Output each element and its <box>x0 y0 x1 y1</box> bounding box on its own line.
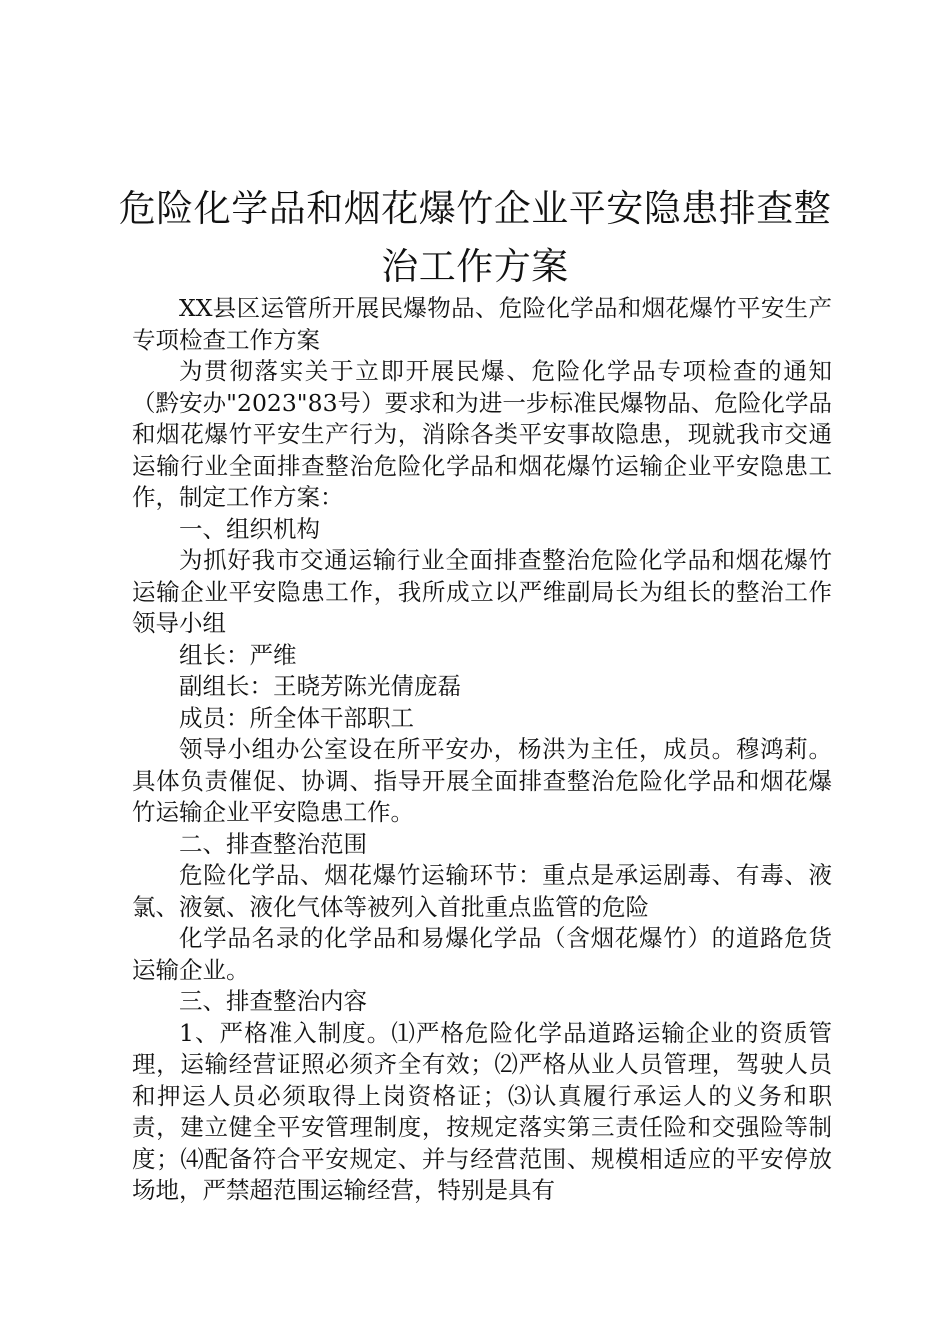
paragraph-scope-2: 化学品名录的化学品和易爆化学品（含烟花爆竹）的道路危货运输企业。 <box>132 924 832 984</box>
title-line-2: 治工作方案 <box>381 245 569 288</box>
title-line-1: 危险化学品和烟花爆竹企业平安隐患排查整 <box>118 187 832 230</box>
paragraph-members: 成员：所全体干部职工 <box>179 703 414 732</box>
paragraph-content-1: 1、严格准入制度。⑴严格危险化学品道路运输企业的资质管理，运输经营证照必须齐全有效；⑵严格从业人员管理，驾驶人员和押运人员必须取得上岗资格证；⑶认真履行承运人的义务和职责，建立健全平安管理制度，按规定落实第三责任险和交强险等制度；⑷配备符合平安规定、并与经营范围、规模相适应的平安停放场地，严禁超范围运输经营，特别是具有 <box>132 1018 832 1204</box>
paragraph-office: 领导小组办公室设在所平安办，杨洪为主任，成员。穆鸿莉。具体负责催促、协调、指导开展全面排查整治危险化学品和烟花爆竹运输企业平安隐患工作。 <box>132 735 832 826</box>
paragraph-organization: 为抓好我市交通运输行业全面排查整治危险化学品和烟花爆竹运输企业平安隐患工作，我所成立以严维副局长为组长的整治工作领导小组 <box>132 546 832 637</box>
paragraph-leader: 组长：严维 <box>179 640 297 669</box>
section-heading-content: 三、排查整治内容 <box>179 987 367 1015</box>
paragraph-intro: 为贯彻落实关于立即开展民爆、危险化学品专项检查的通知（黔安办"2023"83号）要求和为进一步标准民爆物品、危险化学品和烟花爆竹平安生产行为，消除各类平安事故隐患，现就我市交通运输行业全面排查整治危险化学品和烟花爆竹运输企业平安隐患工作，制定工作方案： <box>132 357 832 511</box>
paragraph-subtitle: XX县区运管所开展民爆物品、危险化学品和烟花爆竹平安生产专项检查工作方案 <box>132 294 832 354</box>
section-heading-scope: 二、排查整治范围 <box>179 829 367 858</box>
paragraph-deputy-leaders: 副组长：王晓芳陈光倩庞磊 <box>179 672 461 700</box>
section-heading-organization: 一、组织机构 <box>179 514 320 543</box>
paragraph-scope-1: 危险化学品、烟花爆竹运输环节：重点是承运剧毒、有毒、液氯、液氨、液化气体等被列入首批重点监管的危险 <box>132 861 832 921</box>
document-title <box>100 180 850 296</box>
document-body <box>132 293 832 1207</box>
